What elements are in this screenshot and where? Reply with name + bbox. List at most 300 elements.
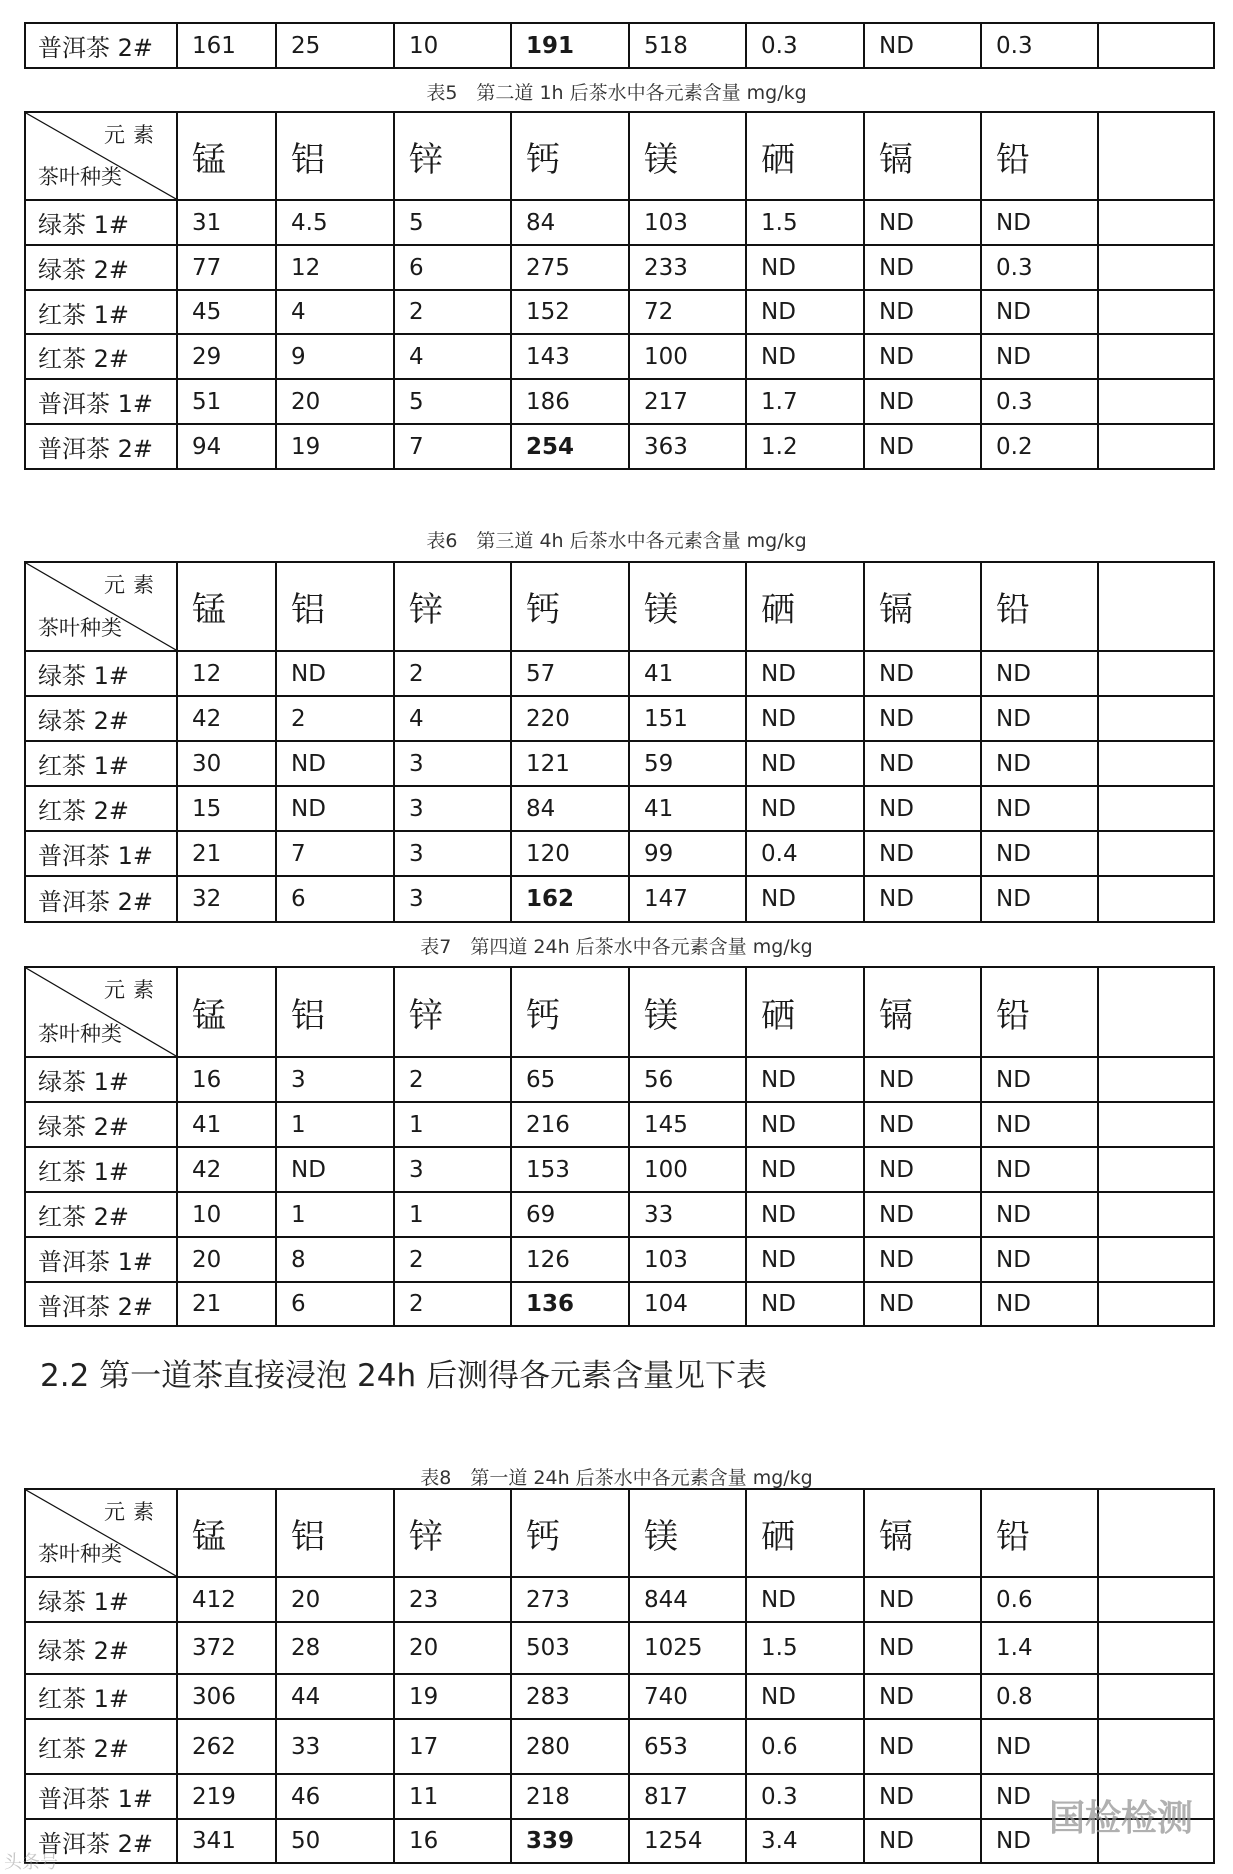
element-header-cell: 镁 [629,112,746,200]
value-cell [1098,1147,1214,1192]
value-cell: 143 [511,334,629,379]
value-cell: 10 [177,1192,276,1237]
value-cell: 50 [276,1819,394,1863]
element-header-cell: 硒 [746,562,864,651]
value-cell: 72 [629,290,746,334]
header-row [25,1489,1214,1577]
table-row [25,334,1214,379]
value-cell: 8 [276,1237,394,1282]
table-row [25,379,1214,424]
value-cell: 19 [394,1674,511,1719]
value-cell: 147 [629,876,746,922]
table-row [25,741,1214,786]
value-cell: ND [981,1719,1098,1774]
section-heading: 2.2 第一道茶直接浸泡 24h 后测得各元素含量见下表 [40,1358,767,1394]
element-header-cell: 铅 [981,967,1098,1057]
element-header-cell: 镁 [629,562,746,651]
value-cell: ND [864,379,981,424]
element-header-cell: 硒 [746,967,864,1057]
value-cell: 20 [394,1622,511,1674]
table-5-caption: 表5 第二道 1h 后茶水中各元素含量 mg/kg [426,82,807,104]
value-cell [1098,245,1214,290]
table-5 [24,111,1215,470]
value-cell: ND [864,1282,981,1326]
value-cell: ND [864,651,981,696]
corner-element-label: 元素 [104,573,162,597]
value-cell: 3.4 [746,1819,864,1863]
value-cell [1098,831,1214,876]
value-cell: 740 [629,1674,746,1719]
tea-type-cell: 普洱茶 1# [25,831,177,876]
value-cell: 151 [629,696,746,741]
value-cell: 3 [276,1057,394,1102]
value-cell: 412 [177,1577,276,1622]
element-header-cell: 锌 [394,562,511,651]
value-cell [1098,23,1214,68]
value-cell: 42 [177,696,276,741]
value-cell: 341 [177,1819,276,1863]
value-cell: ND [276,786,394,831]
value-cell: ND [746,1147,864,1192]
value-cell: ND [864,1147,981,1192]
value-cell: 9 [276,334,394,379]
value-cell: 0.6 [746,1719,864,1774]
value-cell: 103 [629,1237,746,1282]
value-cell: 1.2 [746,424,864,469]
tea-type-cell: 绿茶 2# [25,696,177,741]
value-cell: ND [276,1147,394,1192]
value-cell: ND [981,1057,1098,1102]
value-cell: 33 [276,1719,394,1774]
value-cell: ND [981,200,1098,245]
value-cell: 3 [394,1147,511,1192]
value-cell: 20 [276,1577,394,1622]
corner-tea-label: 茶叶种类 [38,165,122,189]
element-header-cell [1098,967,1214,1057]
value-cell [1098,290,1214,334]
table-row [25,1774,1214,1819]
value-cell [1098,1674,1214,1719]
tea-type-cell: 红茶 1# [25,1674,177,1719]
value-cell [1098,786,1214,831]
value-cell: 7 [394,424,511,469]
value-cell: 120 [511,831,629,876]
value-cell: 59 [629,741,746,786]
value-cell: 1 [276,1192,394,1237]
tea-type-cell: 普洱茶 1# [25,1237,177,1282]
value-cell: ND [746,651,864,696]
value-cell: 219 [177,1774,276,1819]
value-cell: 56 [629,1057,746,1102]
element-header-cell: 镉 [864,1489,981,1577]
value-cell: 41 [629,786,746,831]
value-cell: ND [746,786,864,831]
value-cell: 186 [511,379,629,424]
value-cell: 100 [629,1147,746,1192]
value-cell: ND [981,1237,1098,1282]
value-cell [1098,1577,1214,1622]
value-cell: 16 [177,1057,276,1102]
value-cell [1098,1192,1214,1237]
table-row [25,424,1214,469]
value-cell: ND [864,200,981,245]
value-cell: 233 [629,245,746,290]
element-header-cell: 锌 [394,1489,511,1577]
tea-type-cell: 红茶 1# [25,741,177,786]
value-cell: ND [981,290,1098,334]
value-cell: ND [864,1622,981,1674]
corner-header-cell [25,562,177,651]
value-cell: 25 [276,23,394,68]
value-cell: 217 [629,379,746,424]
value-cell: ND [864,1577,981,1622]
value-cell: 15 [177,786,276,831]
value-cell: 4 [394,696,511,741]
element-header-cell: 铅 [981,562,1098,651]
watermark-logo: 国检检测 [1048,1798,1193,1839]
value-cell: ND [864,786,981,831]
value-cell [1098,1057,1214,1102]
value-cell: ND [746,1057,864,1102]
element-header-cell: 钙 [511,967,629,1057]
value-cell: ND [864,876,981,922]
value-cell: 121 [511,741,629,786]
value-cell: 12 [177,651,276,696]
element-header-cell [1098,1489,1214,1577]
tea-type-cell: 红茶 1# [25,1147,177,1192]
value-cell: 0.3 [746,1774,864,1819]
value-cell: ND [864,1192,981,1237]
value-cell: 57 [511,651,629,696]
corner-header-cell [25,1489,177,1577]
table-row [25,1237,1214,1282]
value-cell: 6 [276,1282,394,1326]
value-cell: 339 [511,1819,629,1863]
tea-type-cell: 普洱茶 2# [25,1282,177,1326]
value-cell: 3 [394,786,511,831]
element-header-cell: 镉 [864,967,981,1057]
table-row [25,1674,1214,1719]
value-cell: 4 [394,334,511,379]
value-cell: 99 [629,831,746,876]
value-cell: 1 [394,1192,511,1237]
value-cell: ND [864,1674,981,1719]
value-cell: ND [746,876,864,922]
value-cell: 1 [276,1102,394,1147]
table-row [25,200,1214,245]
tea-type-cell: 绿茶 2# [25,1102,177,1147]
tea-type-cell: 绿茶 2# [25,245,177,290]
corner-element-label: 元素 [104,978,162,1002]
header-row [25,967,1214,1057]
value-cell: 0.2 [981,424,1098,469]
table-row [25,290,1214,334]
element-header-cell: 铝 [276,1489,394,1577]
value-cell: 4.5 [276,200,394,245]
value-cell: ND [864,290,981,334]
value-cell [1098,334,1214,379]
value-cell: 30 [177,741,276,786]
tea-type-cell: 普洱茶 1# [25,1774,177,1819]
value-cell: 262 [177,1719,276,1774]
value-cell [1098,379,1214,424]
value-cell: 817 [629,1774,746,1819]
value-cell: 44 [276,1674,394,1719]
value-cell: 2 [394,1057,511,1102]
value-cell: ND [981,831,1098,876]
value-cell: 280 [511,1719,629,1774]
value-cell: ND [981,334,1098,379]
value-cell [1098,741,1214,786]
table-row [25,831,1214,876]
value-cell: ND [981,876,1098,922]
value-cell: 3 [394,831,511,876]
value-cell: 152 [511,290,629,334]
value-cell: ND [276,741,394,786]
value-cell: ND [981,741,1098,786]
table-8 [24,1488,1215,1864]
value-cell: ND [864,245,981,290]
value-cell: 69 [511,1192,629,1237]
value-cell: ND [746,1192,864,1237]
value-cell [1098,1622,1214,1674]
table-7-caption: 表7 第四道 24h 后茶水中各元素含量 mg/kg [420,936,813,958]
element-header-cell: 锰 [177,562,276,651]
value-cell: ND [746,1674,864,1719]
value-cell: ND [746,290,864,334]
value-cell: 84 [511,786,629,831]
value-cell: ND [864,424,981,469]
value-cell: 84 [511,200,629,245]
value-cell: 218 [511,1774,629,1819]
value-cell: 3 [394,741,511,786]
tea-type-cell: 红茶 2# [25,1192,177,1237]
table-row [25,786,1214,831]
element-header-cell: 铅 [981,112,1098,200]
corner-header-cell [25,112,177,200]
value-cell: ND [981,696,1098,741]
table-6-caption: 表6 第三道 4h 后茶水中各元素含量 mg/kg [426,530,807,552]
value-cell: 65 [511,1057,629,1102]
element-header-cell: 钙 [511,112,629,200]
value-cell: 653 [629,1719,746,1774]
element-header-cell: 钙 [511,562,629,651]
element-header-cell: 铅 [981,1489,1098,1577]
element-header-cell: 镉 [864,562,981,651]
header-row [25,112,1214,200]
value-cell: ND [864,696,981,741]
value-cell: 21 [177,1282,276,1326]
tea-type-cell: 红茶 2# [25,786,177,831]
element-header-cell: 钙 [511,1489,629,1577]
value-cell: 77 [177,245,276,290]
watermark-small: 头条号 [4,1852,58,1873]
value-cell: ND [981,1102,1098,1147]
value-cell: ND [864,1774,981,1819]
value-cell: 16 [394,1819,511,1863]
value-cell: ND [864,334,981,379]
value-cell: 0.3 [981,379,1098,424]
value-cell: 162 [511,876,629,922]
value-cell: 1 [394,1102,511,1147]
value-cell: ND [746,245,864,290]
tea-type-cell: 红茶 2# [25,334,177,379]
value-cell: ND [864,1102,981,1147]
value-cell: 145 [629,1102,746,1147]
value-cell: 306 [177,1674,276,1719]
table-row [25,696,1214,741]
value-cell: ND [746,334,864,379]
corner-tea-label: 茶叶种类 [38,1022,122,1046]
value-cell: ND [981,1774,1098,1819]
value-cell: 41 [177,1102,276,1147]
value-cell: 12 [276,245,394,290]
table-6 [24,561,1215,923]
value-cell: 33 [629,1192,746,1237]
value-cell: 191 [511,23,629,68]
value-cell: ND [746,696,864,741]
tea-type-cell: 绿茶 2# [25,1622,177,1674]
element-header-cell: 锰 [177,112,276,200]
value-cell: 1.5 [746,1622,864,1674]
value-cell: 46 [276,1774,394,1819]
element-header-cell: 硒 [746,1489,864,1577]
value-cell: 11 [394,1774,511,1819]
value-cell: 10 [394,23,511,68]
value-cell: 0.3 [746,23,864,68]
value-cell [1098,200,1214,245]
table-4-tail [24,22,1215,69]
value-cell: 104 [629,1282,746,1326]
value-cell: 41 [629,651,746,696]
value-cell: 23 [394,1577,511,1622]
value-cell: ND [864,741,981,786]
table-row [25,1192,1214,1237]
value-cell: 29 [177,334,276,379]
element-header-cell: 镉 [864,112,981,200]
value-cell: 6 [276,876,394,922]
element-header-cell: 锌 [394,112,511,200]
value-cell [1098,1719,1214,1774]
element-header-cell [1098,112,1214,200]
element-header-cell: 锰 [177,1489,276,1577]
element-header-cell: 铝 [276,967,394,1057]
value-cell: 273 [511,1577,629,1622]
value-cell: ND [981,1192,1098,1237]
value-cell: 0.4 [746,831,864,876]
value-cell: 19 [276,424,394,469]
value-cell: 7 [276,831,394,876]
value-cell: ND [746,741,864,786]
value-cell: 275 [511,245,629,290]
value-cell: 2 [276,696,394,741]
header-row [25,562,1214,651]
table-8-caption: 表8 第一道 24h 后茶水中各元素含量 mg/kg [420,1467,813,1489]
value-cell: 21 [177,831,276,876]
value-cell: ND [864,1237,981,1282]
value-cell [1098,696,1214,741]
table-row [25,23,1214,68]
table-row [25,1577,1214,1622]
value-cell: 17 [394,1719,511,1774]
value-cell: 45 [177,290,276,334]
value-cell: 220 [511,696,629,741]
value-cell: 518 [629,23,746,68]
tea-type-cell: 普洱茶 2# [25,23,177,68]
value-cell: ND [746,1102,864,1147]
value-cell [1098,1237,1214,1282]
value-cell: 6 [394,245,511,290]
table-row [25,1622,1214,1674]
value-cell: 153 [511,1147,629,1192]
tea-type-cell: 绿茶 1# [25,200,177,245]
value-cell: ND [276,651,394,696]
corner-tea-label: 茶叶种类 [38,616,122,640]
tea-type-cell: 普洱茶 2# [25,1819,177,1863]
value-cell: 0.3 [981,23,1098,68]
value-cell [1098,1282,1214,1326]
value-cell: ND [981,651,1098,696]
value-cell [1098,876,1214,922]
element-header-cell: 硒 [746,112,864,200]
table-row [25,245,1214,290]
value-cell: 2 [394,1282,511,1326]
value-cell: 42 [177,1147,276,1192]
element-header-cell: 铝 [276,112,394,200]
table-row [25,1282,1214,1326]
tea-type-cell: 普洱茶 1# [25,379,177,424]
value-cell: 254 [511,424,629,469]
value-cell: 363 [629,424,746,469]
value-cell: 844 [629,1577,746,1622]
value-cell: 5 [394,379,511,424]
value-cell: 283 [511,1674,629,1719]
value-cell: 216 [511,1102,629,1147]
value-cell: 31 [177,200,276,245]
element-header-cell: 镁 [629,1489,746,1577]
value-cell: 1.5 [746,200,864,245]
table-row [25,1102,1214,1147]
value-cell: 0.6 [981,1577,1098,1622]
table-row [25,651,1214,696]
element-header-cell [1098,562,1214,651]
table-row [25,876,1214,922]
value-cell: 20 [177,1237,276,1282]
value-cell: 94 [177,424,276,469]
tea-type-cell: 普洱茶 2# [25,424,177,469]
tea-type-cell: 红茶 2# [25,1719,177,1774]
tea-type-cell: 绿茶 1# [25,1057,177,1102]
value-cell: 32 [177,876,276,922]
value-cell: 2 [394,1237,511,1282]
element-header-cell: 锌 [394,967,511,1057]
value-cell: ND [981,1147,1098,1192]
table-row [25,1057,1214,1102]
value-cell: 20 [276,379,394,424]
corner-tea-label: 茶叶种类 [38,1542,122,1566]
value-cell: ND [746,1282,864,1326]
value-cell: 372 [177,1622,276,1674]
value-cell: ND [981,1282,1098,1326]
value-cell: 1254 [629,1819,746,1863]
value-cell: ND [864,1057,981,1102]
table-row [25,1147,1214,1192]
value-cell: ND [746,1577,864,1622]
value-cell: 3 [394,876,511,922]
value-cell: ND [981,786,1098,831]
value-cell: 503 [511,1622,629,1674]
value-cell: 5 [394,200,511,245]
